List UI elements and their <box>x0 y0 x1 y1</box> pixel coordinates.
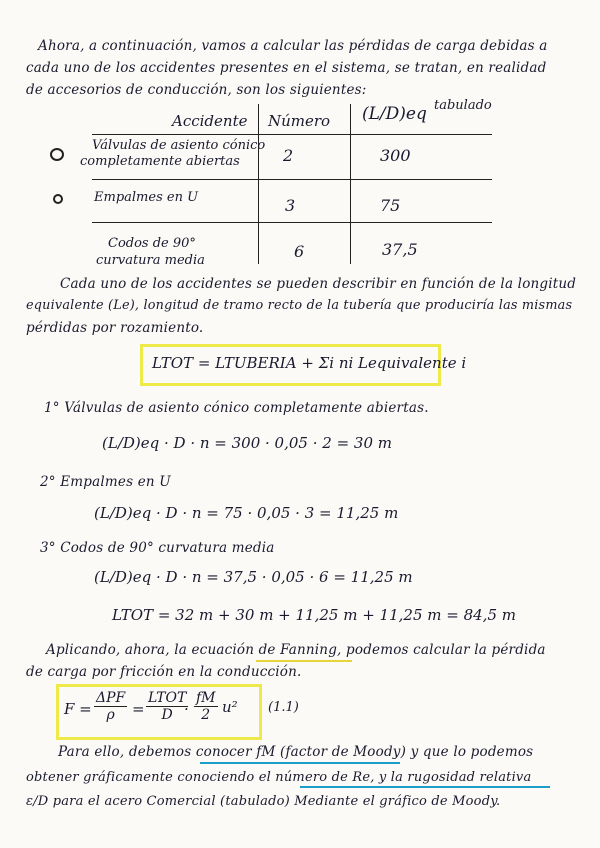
item2-title: 2° Empalmes en U <box>40 474 171 490</box>
row3-name-1: Codos de 90° <box>108 236 196 251</box>
re-roughness-underline <box>300 786 550 788</box>
header-accidente: Accidente <box>172 112 248 130</box>
moody-underline <box>200 762 400 764</box>
row-bullet-2 <box>53 194 63 204</box>
fanning-tag: (1.1) <box>268 700 299 715</box>
table-row-rule-2 <box>92 222 492 223</box>
row1-name-1: Válvulas de asiento cónico <box>92 138 266 153</box>
para3-line-2: de carga por fricción en la conducción. <box>26 664 302 680</box>
item3-title: 3° Codos de 90° curvatura media <box>40 540 275 556</box>
para4-line-3: ε/D para el acero Comercial (tabulado) Mediante el gráfico de Moody. <box>26 794 501 809</box>
fanning-fm-over-two <box>194 690 218 723</box>
fanning-ltot: LTOT <box>148 690 187 706</box>
fanning-dp-over-rho <box>94 690 127 723</box>
fanning-two: 2 <box>201 707 211 723</box>
row3-eq: 37,5 <box>382 240 418 259</box>
ltot-formula: LTOT = LTUBERIA + Σi ni Lequivalente i <box>152 354 467 372</box>
para2-line-1: Cada uno de los accidentes se pueden describir en función de la longitud <box>60 276 577 292</box>
para2-line-3: pérdidas por rozamiento. <box>26 320 204 336</box>
item1-calc: (L/D)eq · D · n = 300 · 0,05 · 2 = 30 m <box>102 434 392 452</box>
para4-line-1: Para ello, debemos conocer fM (factor de Moody) y que lo podemos <box>58 744 534 760</box>
intro-line-3: de accesorios de conducción, son los siguientes: <box>26 82 367 98</box>
row-bullet-1 <box>50 148 64 161</box>
para3-line-1: Aplicando, ahora, la ecuación de Fanning, podemos calcular la pérdida <box>46 642 546 658</box>
row1-name-2: completamente abiertas <box>80 154 240 169</box>
item3-calc: (L/D)eq · D · n = 37,5 · 0,05 · 6 = 11,25 m <box>94 568 413 586</box>
row1-numero: 2 <box>283 146 294 165</box>
table-col-divider-1 <box>258 104 259 264</box>
item2-calc: (L/D)eq · D · n = 75 · 0,05 · 3 = 11,25 m <box>94 504 399 522</box>
intro-line-2: cada uno de los accidentes presentes en el sistema, se tratan, en realidad <box>26 60 547 76</box>
fanning-ltot-over-d <box>146 690 188 723</box>
row3-name-2: curvatura media <box>96 253 205 268</box>
table-row-rule-1 <box>92 179 492 180</box>
fanning-fm: fM <box>196 690 216 706</box>
table-col-divider-2 <box>350 104 351 264</box>
fanning-lhs: F = <box>64 700 92 718</box>
table-header-rule <box>92 134 492 135</box>
header-eq: (L/D)eq <box>362 104 427 124</box>
para2-line-2: equivalente (Le), longitud de tramo recto de la tubería que produciría las mismas <box>26 298 573 313</box>
fanning-equals: = <box>132 700 145 718</box>
fanning-u2: u² <box>222 698 238 716</box>
ltot-total: LTOT = 32 m + 30 m + 11,25 m + 11,25 m = 84,5 m <box>112 606 516 624</box>
row2-eq: 75 <box>380 196 401 215</box>
row2-numero: 3 <box>285 196 296 215</box>
item1-title: 1° Válvulas de asiento cónico completamente abiertas. <box>44 400 429 416</box>
row1-eq: 300 <box>380 146 411 165</box>
row2-name: Empalmes en U <box>94 190 199 205</box>
fanning-d: D <box>161 707 173 723</box>
header-numero: Número <box>268 112 331 130</box>
fanning-highlight <box>256 660 352 662</box>
para4-line-2: obtener gráficamente conociendo el número de Re, y la rugosidad relativa <box>26 770 532 785</box>
header-eq-note: tabulado <box>434 98 492 113</box>
fanning-dot: · <box>184 700 189 718</box>
row3-numero: 6 <box>294 242 305 261</box>
fanning-rho: ρ <box>106 707 115 723</box>
intro-line-1: Ahora, a continuación, vamos a calcular las pérdidas de carga debidas a <box>38 38 548 54</box>
fanning-dp: ΔPF <box>96 690 126 706</box>
